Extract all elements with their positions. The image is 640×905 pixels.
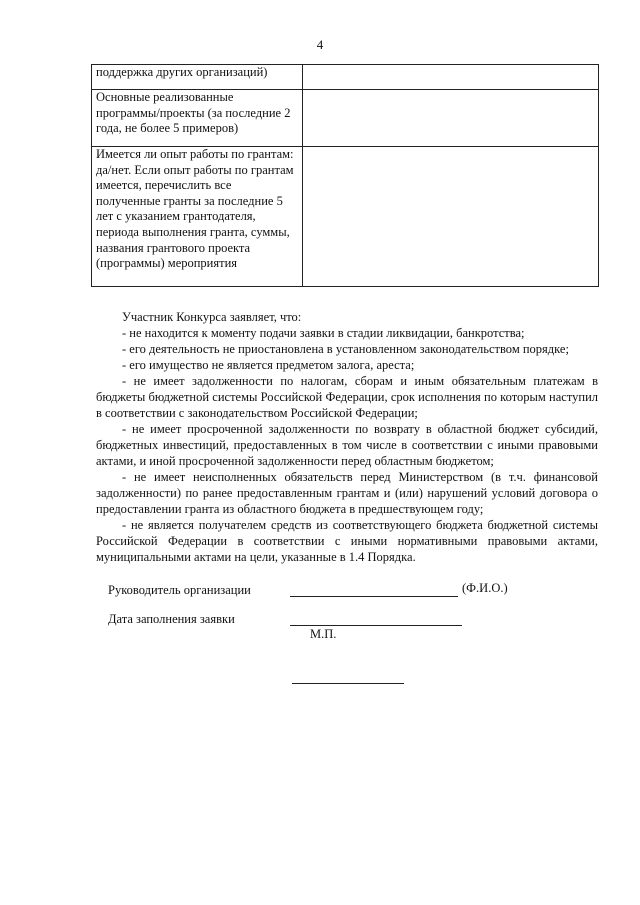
head-name-hint: (Ф.И.О.)	[462, 581, 508, 595]
statement-item: - не имеет неисполненных обязательств перед Министерством (в т.ч. финансовой задолженности) по ранее предоставленным грантам и (или) нарушений условий договора о предоставлении гранта из областного бюджета в предшествующем году;	[96, 470, 598, 516]
statement-item: - его имущество не является предметом залога, ареста;	[122, 358, 415, 372]
statement-item: - не имеет просроченной задолженности по возврату в областной бюджет субсидий, бюджетных инвестиций, предоставленных в том числе в соответствии с иными правовыми актами, и иной просроченной задолженности перед областным бюджетом;	[96, 422, 598, 468]
table-cell-value	[303, 90, 599, 147]
bottom-line	[292, 683, 404, 684]
table-row	[92, 147, 599, 287]
statement-item: - его деятельность не приостановлена в установленном законодательством порядке;	[122, 342, 569, 356]
participant-statement	[96, 309, 598, 565]
table-cell-label: Основные реализованные программы/проекты (за последние 2 года, не более 5 примеров)	[92, 90, 303, 147]
page-number: 4	[316, 37, 324, 52]
head-label: Руководитель организации	[108, 583, 251, 597]
table-row	[92, 65, 599, 90]
statement-item: - не имеет задолженности по налогам, сборам и иным обязательным платежам в бюджеты бюджетной системы Российской Федерации, срок исполнения по которым наступил в соответствии с законодательством Российской Федерации;	[96, 374, 598, 420]
statement-intro: Участник Конкурса заявляет, что:	[122, 310, 302, 324]
table-cell-value	[303, 147, 599, 287]
table-cell-value	[303, 65, 599, 90]
statement-item: - не является получателем средств из соответствующего бюджета бюджетной системы Российской Федерации в соответствии с иными нормативными правовыми актами, муниципальными актами на цели, указанные в 1.4 Порядка.	[96, 518, 598, 564]
table-cell-label: поддержка других организаций)	[92, 65, 303, 90]
statement-item: - не находится к моменту подачи заявки в стадии ликвидации, банкротства;	[122, 326, 525, 340]
table-cell-label: Имеется ли опыт работы по грантам: да/нет. Если опыт работы по грантам имеется, перечислить все полученные гранты за последние 5 лет с указанием грантодателя, периода выполнения гранта, суммы, названия грантового проекта (программы) мероприятия	[92, 147, 303, 287]
stamp-mark: М.П.	[310, 627, 337, 641]
head-signature-line	[290, 596, 458, 597]
date-label: Дата заполнения заявки	[108, 612, 235, 626]
date-line	[290, 625, 462, 626]
table-row	[92, 90, 599, 147]
application-table	[91, 64, 599, 287]
